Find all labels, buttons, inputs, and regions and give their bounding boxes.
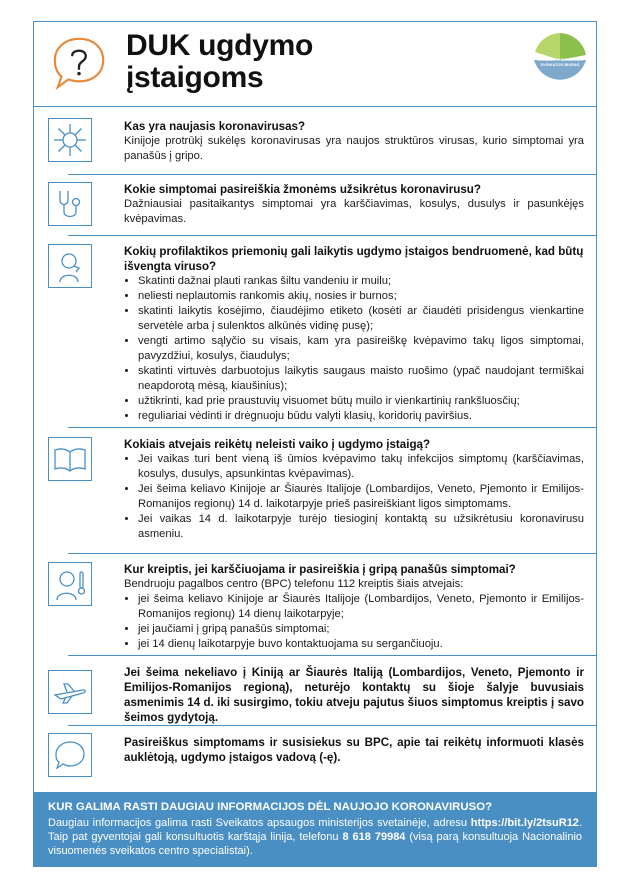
list-item: • reguliariai vėdinti ir drėgnuoju būdu valyti klasių, koridorių paviršius. [138,409,584,424]
list-item: • Jei vaikas 14 d. laikotarpyje turėjo tiesioginį kontaktą su užsikrėtusiu koronavirusu asmeniu. [138,512,584,542]
footer [34,792,596,866]
list-item: • Jei vaikas turi bent vieną iš ūmios kvėpavimo takų infekcijos simptomų (karščiavimas, kosulys, dusulys, apsunkintas kvėpavimas). [138,452,584,482]
list-item: • Skatinti dažnai plauti rankas šiltu vandeniu ir muilu; [138,274,584,289]
list-item: • jei jaučiami į gripą panašūs simptomai; [138,622,584,637]
fever-person-icon [52,566,88,602]
divider [68,725,596,726]
divider [68,427,596,428]
question-1: Kas yra naujasis koronavirusas? [124,120,306,133]
stethoscope-icon [52,186,88,222]
question-2: Kokie simptomai pasireiškia žmonėms užsikrėtus koronavirusu? [124,183,481,196]
speech-bubble-icon [52,737,88,773]
page-title [126,30,313,94]
speech-bubble-icon-box [48,733,92,777]
section-6 [124,665,584,725]
stethoscope-icon-box [48,182,92,226]
contact-list [124,592,584,652]
list-item: • jei 14 dienų laikotarpyje buvo kontaktuojama su sergančiuoju. [138,637,584,652]
footer-text-3: (visą parą konsultuoja Nacionalinio visuomenės sveikatos centro specialistai). [48,831,583,857]
question-5: Kur kreiptis, jei karščiuojama ir pasireiškia į gripą panašūs simptomai? [124,563,516,576]
divider [68,174,596,175]
sneezing-person-icon [52,248,88,284]
advice-text-7: Pasireiškus simptomams ir susisiekus su BPC, apie tai reikėtų informuoti klasės auklėtoją, ugdymo įstaigos vadovą (-ę). [124,736,584,764]
question-3: Kokių profilaktikos priemonių gali laikytis ugdymo įstaigos bendruomenė, kad būtų išvengta viruso? [124,245,584,273]
open-book-icon-box [48,437,92,481]
footer-body [48,816,582,858]
section-7 [124,735,584,765]
section-3 [124,244,584,424]
section-4 [124,437,584,542]
prevention-list [124,274,584,424]
virus-icon-box [48,118,92,162]
organization-logo [530,30,590,96]
advice-text-6: Jei šeima nekeliavo į Kiniją ar Šiaurės Italiją (Lombardijos, Veneto, Pjemonto ir Emilijos-Romanijos regioną), neturėjo kontaktų su šioje šalyje buvusiais asmenimis 14 d. iki susirgimo, tokiu atveju pajutus šiuos simptomus kreiptis į savo šeimos gydytoją. [124,666,584,724]
footer-link[interactable]: https://bit.ly/2tsuR12 [470,817,579,829]
section-5 [124,562,584,652]
answer-5: Bendruoju pagalbos centro (BPC) telefonu 112 kreiptis šiais atvejais: [124,578,464,590]
logo-text: VILNIAUS VISUOMENĖS SVEIKATOS BIURAS [536,57,584,67]
section-2 [124,182,584,227]
list-item: • skatinti laikytis kosėjimo, čiaudėjimo etiketo (kosėti ar čiaudėti prisidengus vienkartine servetėle arba į sulenktos alkūnės vidinę pusę); [138,304,584,334]
header [34,22,596,107]
answer-2: Dažniausiai pasitaikantys simptomai yra karščiavimas, kosulys, dusulys ir pasunkėjęs kvėpavimas. [124,198,584,225]
airplane-icon-box [48,670,92,714]
airplane-icon [52,674,88,710]
question-4: Kokiais atvejais reikėtų neleisti vaiko į ugdymo įstaigą? [124,438,431,451]
title-line-2: įstaigoms [126,61,264,94]
section-1 [124,119,584,164]
exclusion-list [124,452,584,542]
question-bubble-icon [50,34,108,92]
leaflet-frame [33,21,597,867]
list-item: • vengti artimo sąlyčio su visais, kam yra pasireiškę kvėpavimo takų ligos simptomai, pavyzdžiui, kosulys, čiaudulys; [138,334,584,364]
divider [68,235,596,236]
footer-text-2: . Taip pat gyventojai gali konsultuotis karštąja linija, telefonu [48,817,582,843]
divider [68,655,596,656]
footer-phone: 8 618 79984 [342,831,406,843]
list-item: • Jei šeima keliavo Kinijoje ar Šiaurės Italijoje (Lombardijos, Veneto, Pjemonto ir Emilijos-Romanijos regionų) 14 d. laikotarpyje prieš pasireiškiant ligos simptomams. [138,482,584,512]
list-item: • skatinti virtuvės darbuotojus laikytis saugaus maisto ruošimo (ypač naudojant termiškai neapdorotą mėsą, kiaušinius); [138,364,584,394]
virus-icon [52,122,88,158]
footer-text-1: Daugiau informacijos galima rasti Sveikatos apsaugos ministerijos svetainėje, adresu [48,817,468,829]
divider [68,553,596,554]
list-item: • jei šeima keliavo Kinijoje ar Šiaurės Italijoje (Lombardijos, Veneto, Pjemonto ir Emilijos-Romanijos regionų) 14 dienų laikotarpyje; [138,592,584,622]
list-item: • užtikrinti, kad prie praustuvių visuomet būtų muilo ir vienkartinių rankšluosčių; [138,394,584,409]
open-book-icon [52,441,88,477]
answer-1: Kinijoje protrūkį sukėlęs koronavirusas yra naujos struktūros virusas, kurio simptomai yra panašūs į gripo. [124,135,584,162]
sneezing-person-icon-box [48,244,92,288]
footer-title: KUR GALIMA RASTI DAUGIAU INFORMACIJOS DĖL NAUJOJO KORONAVIRUSO? [48,801,493,813]
title-line-1: DUK ugdymo [126,29,313,62]
list-item: • neliesti neplautomis rankomis akių, nosies ir burnos; [138,289,584,304]
fever-person-icon-box [48,562,92,606]
